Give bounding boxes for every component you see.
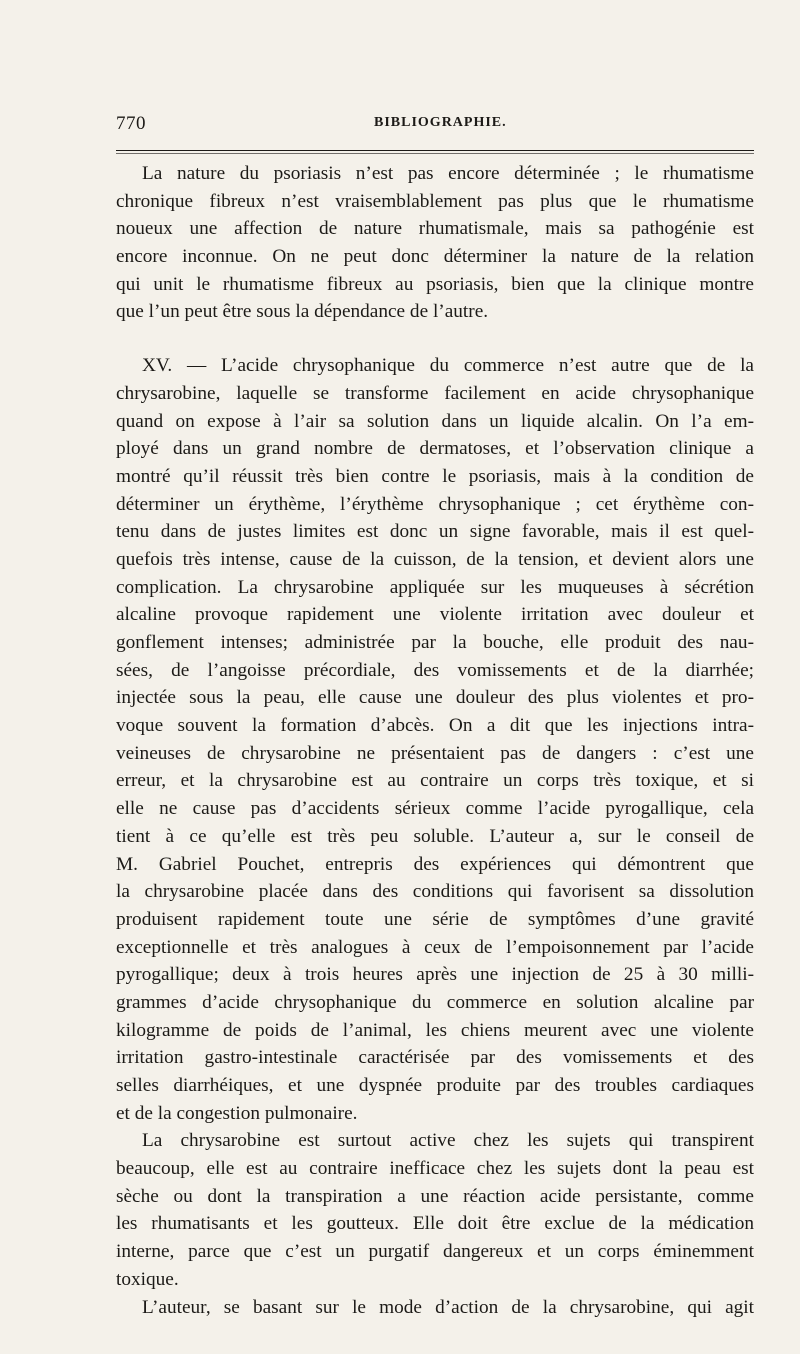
text-line: tient à ce qu’elle est très peu soluble. L’auteur a, sur le conseil de	[116, 825, 754, 847]
text-line: quefois très intense, cause de la cuisson, de la tension, et devient alors une	[116, 548, 754, 570]
text-line: que l’un peut être sous la dépendance de l’autre.	[116, 301, 489, 323]
text-line: les rhumatisants et les goutteux. Elle doit être exclue de la médication	[116, 1213, 754, 1235]
text-line: complication. La chrysarobine appliquée sur les muqueuses à sécrétion	[116, 576, 754, 598]
text-line: chronique fibreux n’est vraisemblablement pas plus que le rhumatisme	[116, 190, 754, 212]
header-rule	[116, 150, 754, 151]
text-line: XV. — L’acide chrysophanique du commerce n’est autre que de la	[142, 355, 754, 377]
text-line: tenu dans de justes limites est donc un signe favorable, mais il est quel-	[116, 521, 754, 543]
paragraph-rhumatisme	[116, 160, 754, 326]
running-head	[116, 113, 764, 139]
text-line: L’auteur, se basant sur le mode d’action de la chrysarobine, qui agit	[142, 1296, 754, 1318]
text-line: pyrogallique; deux à trois heures après une injection de 25 à 30 milli-	[116, 964, 754, 986]
section-gap	[116, 326, 754, 352]
text-line: injectée sous la peau, elle cause une douleur des plus violentes et pro-	[116, 687, 754, 709]
text-line: sèche ou dont la transpiration a une réaction acide persistante, comme	[116, 1185, 754, 1207]
paragraph-transpiration	[116, 1127, 754, 1293]
paragraph-auteur	[116, 1294, 754, 1322]
text-line: interne, parce que c’est un purgatif dangereux et un corps éminemment	[116, 1241, 754, 1263]
text-line: beaucoup, elle est au contraire inefficace chez les sujets dont la peau est	[116, 1158, 754, 1180]
text-line: La nature du psoriasis n’est pas encore déterminée ; le rhumatisme	[142, 163, 754, 184]
text-line: grammes d’acide chrysophanique du commerce en solution alcaline par	[116, 991, 754, 1013]
text-line: erreur, et la chrysarobine est au contraire un corps très toxique, et si	[116, 770, 754, 792]
text-line: veineuses de chrysarobine ne présentaient pas de dangers : c’est une	[116, 742, 754, 764]
text-line: kilogramme de poids de l’animal, les chiens meurent avec une violente	[116, 1019, 754, 1041]
text-line: La chrysarobine est surtout active chez les sujets qui transpirent	[142, 1130, 754, 1152]
text-line: montré qu’il réussit très bien contre le psoriasis, mais à la condition de	[116, 465, 754, 487]
text-line: exceptionnelle et très analogues à ceux de l’empoisonnement par l’acide	[116, 936, 754, 958]
text-line: elle ne cause pas d’accidents sérieux comme l’acide pyrogallique, cela	[116, 798, 754, 820]
text-line: gonflement intenses; administrée par la bouche, elle produit des nau-	[116, 632, 754, 653]
paragraph-xv	[116, 352, 754, 1127]
text-line: sées, de l’angoisse précordiale, des vomissements et de la diarrhée;	[116, 659, 754, 681]
text-line: noueux une affection de nature rhumatismale, mais sa pathogénie est	[116, 218, 754, 240]
text-line: et de la congestion pulmonaire.	[116, 1102, 358, 1124]
header-rule-thin	[116, 153, 754, 154]
text-line: toxique.	[116, 1268, 179, 1290]
text-line: déterminer un érythème, l’érythème chrysophanique ; cet érythème con-	[116, 493, 754, 515]
body-text	[116, 160, 754, 1321]
page-number: 770	[116, 113, 146, 134]
text-line: produisent rapidement toute une série de symptômes d’une gravité	[116, 908, 754, 930]
text-line: chrysarobine, laquelle se transforme facilement en acide chrysophanique	[116, 382, 754, 404]
text-line: irritation gastro-intestinale caractérisée par des vomissements et des	[116, 1047, 754, 1069]
text-line: voque souvent la formation d’abcès. On a dit que les injections intra-	[116, 715, 754, 737]
text-line: la chrysarobine placée dans des conditions qui favorisent sa dissolution	[116, 881, 754, 903]
text-line: ployé dans un grand nombre de dermatoses, et l’observation clinique a	[116, 438, 754, 460]
running-title: BIBLIOGRAPHIE.	[374, 115, 507, 130]
text-line: quand on expose à l’air sa solution dans un liquide alcalin. On l’a em-	[116, 410, 754, 432]
text-line: alcaline provoque rapidement une violente irritation avec douleur et	[116, 604, 754, 626]
text-line: encore inconnue. On ne peut donc déterminer la nature de la relation	[116, 246, 754, 268]
text-line: selles diarrhéiques, et une dyspnée produite par des troubles cardiaques	[116, 1075, 754, 1096]
text-line: M. Gabriel Pouchet, entrepris des expériences qui démontrent que	[116, 853, 754, 875]
text-line: qui unit le rhumatisme fibreux au psoriasis, bien que la clinique montre	[116, 273, 754, 295]
